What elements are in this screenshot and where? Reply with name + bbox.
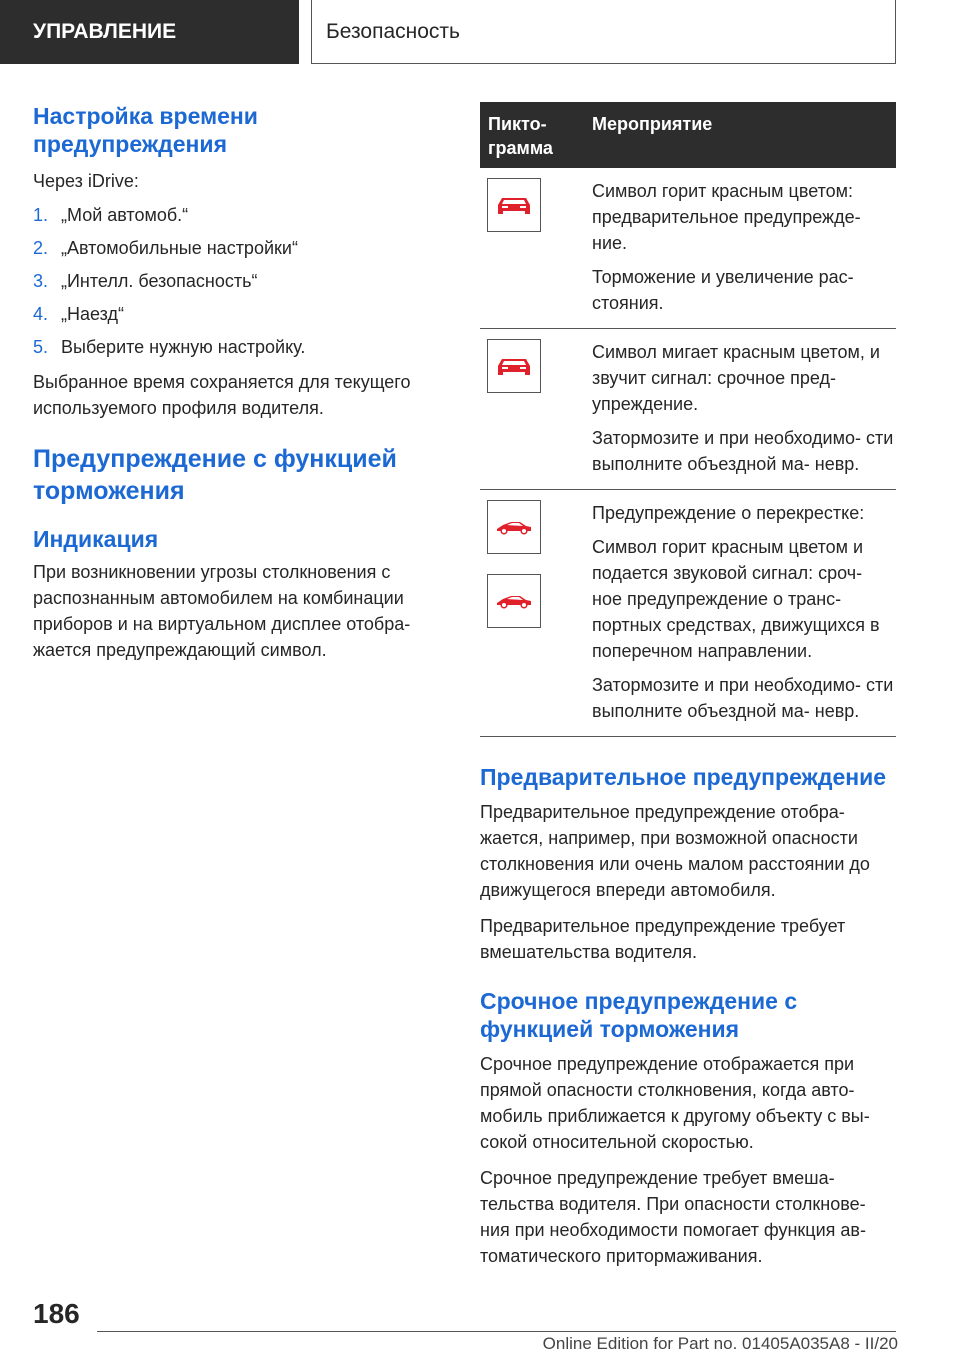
pre-warning-text: Предварительное предупреждение требует вмешательства водителя. bbox=[480, 916, 846, 962]
urgent-warning-text: Срочное предупреждение отображается при прямой опасности столкновения, когда авто- мобиль приближается к другому объекту с вы- сокой относительной скоростью. bbox=[480, 1054, 870, 1152]
table-row bbox=[480, 490, 896, 737]
pictogram-cell bbox=[480, 339, 592, 477]
header-topic: Безопасность bbox=[311, 0, 896, 64]
table-header bbox=[480, 102, 896, 168]
action-cell bbox=[592, 178, 896, 316]
car-side-crossing-icon bbox=[487, 500, 541, 554]
list-item bbox=[33, 336, 441, 358]
indication-text: При возникновении угрозы столкновения с распознанным автомобилем на комбинации приборов и на виртуальном дисплее отобра- жается предупреждающий символ. bbox=[33, 562, 411, 660]
pre-warning-text: Предварительное предупреждение отобра- жается, например, при возможной опасности столкновения или очень малом расстоянии до движущегося впереди автомобиля. bbox=[480, 802, 870, 900]
left-column bbox=[33, 102, 441, 663]
column-header-pictogram: Пикто- грамма bbox=[488, 114, 553, 158]
list-item bbox=[33, 204, 441, 226]
time-heading: Настройка времени предупреждения bbox=[33, 103, 258, 157]
step-number: 3. bbox=[33, 271, 49, 291]
edition-text: Online Edition for Part no. 01405A035A8 - II/20 bbox=[542, 1334, 898, 1353]
page-number: 186 bbox=[33, 1298, 80, 1329]
list-item bbox=[33, 237, 441, 259]
header-section: УПРАВЛЕНИЕ bbox=[0, 0, 299, 64]
pre-warning-heading: Предварительное предупреждение bbox=[480, 764, 887, 790]
pictogram-cell bbox=[480, 500, 592, 724]
action-text: Символ мигает красным цветом, и звучит сигнал: срочное пред- упреждение. bbox=[592, 342, 880, 414]
step-text: „Интелл. безопасность“ bbox=[61, 271, 258, 291]
step-text: „Наезд“ bbox=[61, 304, 124, 324]
main-heading: Предупреждение с функцией торможения bbox=[33, 445, 397, 505]
table-row bbox=[480, 329, 896, 490]
right-column bbox=[480, 102, 896, 1269]
action-text: Затормозите и при необходимо- сти выполните объездной ма- невр. bbox=[592, 675, 894, 721]
after-steps-text: Выбранное время сохраняется для текущего используемого профиля водителя. bbox=[33, 372, 411, 418]
action-cell bbox=[592, 500, 896, 724]
list-item bbox=[33, 303, 441, 325]
action-text: Символ горит красным цветом и подается звуковой сигнал: сроч- ное предупреждение о транс- портных средствах, движущихся в поперечном направлении. bbox=[592, 537, 880, 661]
step-number: 2. bbox=[33, 238, 49, 258]
steps-list bbox=[33, 204, 441, 358]
urgent-warning-text: Срочное предупреждение требует вмеша- тельства водителя. При опасности столкнове- ния при необходимости помогает функция ав- томатического притормаживания. bbox=[480, 1168, 866, 1266]
car-front-warning-icon bbox=[487, 178, 541, 232]
action-text: Торможение и увеличение рас- стояния. bbox=[592, 267, 854, 313]
footer-divider bbox=[97, 1331, 896, 1332]
step-number: 4. bbox=[33, 304, 49, 324]
action-text: Предупреждение о перекрестке: bbox=[592, 503, 865, 523]
action-cell bbox=[592, 339, 896, 477]
action-text: Символ горит красным цветом: предварительное предупрежде- ние. bbox=[592, 181, 861, 253]
step-text: Выберите нужную настройку. bbox=[61, 337, 306, 357]
action-text: Затормозите и при необходимо- сти выполните объездной ма- невр. bbox=[592, 428, 894, 474]
urgent-warning-heading: Срочное предупреждение с функцией торможения bbox=[480, 988, 798, 1042]
list-item bbox=[33, 270, 441, 292]
pictogram-cell bbox=[480, 178, 592, 316]
step-text: „Автомобильные настройки“ bbox=[61, 238, 298, 258]
car-side-crossing-icon bbox=[487, 574, 541, 628]
step-number: 1. bbox=[33, 205, 49, 225]
indication-heading: Индикация bbox=[33, 526, 159, 552]
table-row bbox=[480, 168, 896, 329]
column-header-action: Мероприятие bbox=[592, 114, 713, 134]
via-text: Через iDrive: bbox=[33, 171, 139, 191]
car-front-warning-icon bbox=[487, 339, 541, 393]
step-number: 5. bbox=[33, 337, 49, 357]
step-text: „Мой автомоб.“ bbox=[61, 205, 189, 225]
